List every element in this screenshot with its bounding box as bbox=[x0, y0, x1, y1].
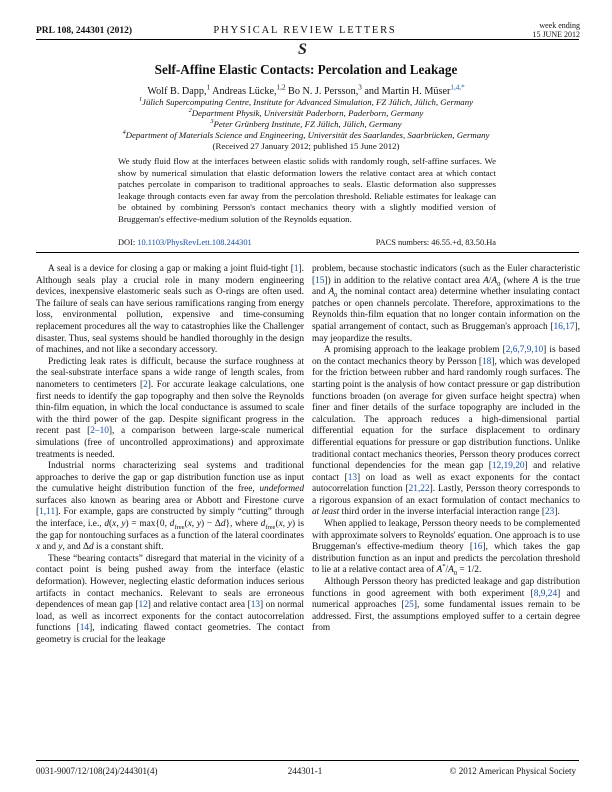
citation-link[interactable]: 14 bbox=[79, 623, 90, 634]
citation-link[interactable]: 15 bbox=[315, 275, 325, 286]
affiliation-sup: 3 bbox=[210, 119, 214, 126]
body-paragraph: problem, because stochastic indicators (such as the Euler characteristic [15]) in addition to the relative contact area $A/A_0$ (where A is the true and $A_0$ the nominal contact area) determine whether insulating contact patches or open channels percolate. Therefore, approximations to the Reynolds thin-film equation that no longer contain information on the spatial arrangement of contact, such as Bruggeman's approach [16,17], may jeopardize the results. bbox=[312, 264, 581, 344]
citation-link[interactable]: 2,6,7,9,10 bbox=[505, 345, 544, 356]
received-date: (Received 27 January 2012; published 15 June 2012) bbox=[212, 141, 400, 151]
affiliation bbox=[36, 130, 576, 141]
author-affil-sup: 1,2 bbox=[276, 83, 286, 92]
body-right-column bbox=[312, 264, 580, 635]
citation-link[interactable]: 13 bbox=[347, 472, 358, 483]
body-paragraph: Predicting leak rates is difficult, because the surface roughness at the seal-substrate interface spans a wide range of length scales, from nanometers to centimeters [2]. For accurate leakage calculations, one first needs to identify the gap topography and then solve the Reynolds thin-film equation, in which the local conductance is assumed to scale with the third power of the gap. Despite significant progress in the recent past [2–10], a comparison between large-scale numerical simulations (free of uncontrolled approximations) and approximate treatments is needed. bbox=[36, 356, 304, 460]
affiliation-text: Jülich Supercomputing Centre, Institute for Advanced Simulation, FZ Jülich, Jülich, Germany bbox=[142, 97, 474, 107]
affiliation bbox=[36, 119, 576, 130]
paper-title: Self-Affine Elastic Contacts: Percolation and Leakage bbox=[154, 62, 458, 77]
citation-link[interactable]: 2–10 bbox=[90, 426, 109, 437]
affiliation-sup: 4 bbox=[122, 130, 126, 137]
affiliation-text: Department Physik, Universität Paderborn, Paderborn, Germany bbox=[191, 108, 424, 118]
citation-link[interactable]: 12 bbox=[138, 600, 148, 611]
affiliation-sup: 2 bbox=[188, 108, 192, 115]
body-paragraph: A promising approach to the leakage problem [2,6,7,9,10] is based on the contact mechanics theory by Persson [18], which was developed for the friction between rubber and hard randomly rough surfaces. The starting point is the analysis of how contact pressure or gap distribution functions broaden (on average for given surface height spectra) when finer and finer details of the surface topography are included in the calculation. The approach reduces a high-dimensional partial differential equation for the surface displacement to ordinary differential equations for pressure or gap distribution functions. Unlike traditional contact mechanics theories, Persson theory produces correct functional dependencies for the mean gap [12,19,20] and relative contact [13] on load as well as exact exponents for the contact autocorrelation function [21,22]. Lastly, Persson theory corresponds to a rigorous expansion of an exact formulation of contact mechanics to at least third order in the inverse interfacial interaction range [23]. bbox=[312, 345, 581, 518]
author-list bbox=[36, 83, 576, 97]
footer-page-number: 244301-1 bbox=[287, 766, 323, 776]
citation-link[interactable]: 1,11 bbox=[39, 507, 56, 518]
body-paragraph: Industrial norms characterizing seal systems and traditional approaches to derive the gap or gap distribution function use as input the cumulative height distribution function of the free, undeformed surfaces also known as bearing area or Abbott and Firestone curve [1,11]. For example, gaps are constructed by simply “cutting” through the interface, i.e., d(x, y) = max{0, $d_{free}(x$, y) − Δd}, where $d_{free}(x$, y) is the gap for nontouching surfaces as a function of the lateral coordinates x and y, and Δd is a constant shift. bbox=[36, 461, 305, 553]
citation-link[interactable]: 16 bbox=[473, 542, 483, 553]
footer-copyright: © 2012 American Physical Society bbox=[449, 766, 576, 776]
citation-link[interactable]: 21,22 bbox=[408, 484, 430, 495]
citation-link[interactable]: 16,17 bbox=[553, 321, 575, 332]
week-ending-date: 15 JUNE 2012 bbox=[532, 30, 580, 39]
citation-link[interactable]: 18 bbox=[481, 356, 492, 367]
citation-link[interactable]: 2 bbox=[143, 379, 148, 390]
author-affil-sup: 1,4,* bbox=[450, 83, 465, 92]
footer-issn: 0031-9007/12/108(24)/244301(4) bbox=[36, 766, 158, 776]
affiliation-sup: 1 bbox=[138, 97, 143, 104]
affiliation-text: Department of Materials Science and Engineering, Universität des Saarlandes, Saarbrücken, Germany bbox=[125, 130, 490, 140]
journal-name: PHYSICAL REVIEW LETTERS bbox=[213, 25, 397, 36]
footer-rule bbox=[36, 760, 579, 761]
citation-link[interactable]: 25 bbox=[404, 600, 414, 611]
doi bbox=[118, 238, 252, 247]
citation-link[interactable]: 12,19,20 bbox=[491, 461, 525, 472]
author-name: Wolf B. Dapp, bbox=[147, 86, 207, 97]
citation-link[interactable]: 1 bbox=[293, 264, 299, 274]
doi-link[interactable]: 10.1103/PhysRevLett.108.244301 bbox=[137, 238, 252, 247]
citation-link[interactable]: 23 bbox=[545, 507, 555, 518]
week-ending-label: week ending bbox=[539, 21, 580, 30]
citation-link[interactable]: 8,9,24 bbox=[533, 588, 558, 599]
affiliation bbox=[36, 108, 576, 119]
journal-ref: PRL 108, 244301 (2012) bbox=[36, 26, 133, 36]
header-rule bbox=[36, 39, 579, 40]
abstract-rule bbox=[36, 252, 579, 253]
author-name: Andreas Lücke, bbox=[210, 86, 277, 97]
citation-link[interactable]: 13 bbox=[250, 600, 261, 611]
affiliation bbox=[36, 97, 576, 108]
author-affil-sup: 1 bbox=[206, 83, 211, 92]
body-paragraph: When applied to leakage, Persson theory needs to be complemented with approximate solvers to Reynolds' equation. One approach is to use Bruggeman's effective-medium theory [16], which takes the gap distribution function as an input and predicts the percolation threshold to lie at a relative contact area of $A^*/A_0 = 1/2$. bbox=[312, 519, 580, 578]
author-affil-sup: 3 bbox=[358, 83, 362, 92]
week-ending bbox=[532, 21, 580, 39]
body-paragraph: A seal is a device for closing a gap or making a joint fluid-tight [1]. Although seals play a crucial role in many modern engineering devices, inexpensive elastomeric seals such as O-rings are often used. The failure of seals can have serious ramifications ranging from energy loss, environmental pollution, expensive and time-consuming replacement procedures all the way to catastrophies like the Challenger disaster. Thus, seal systems should be handled thoroughly in the design of machines, and not like a secondary accessory. bbox=[36, 264, 304, 356]
body-paragraph: Although Persson theory has predicted leakage and gap distribution functions in good agreement with both experiment [8,9,24] and numerical approaches [25], some fundamental issues remain to be addressed. First, the assumptions employed suffer to a certain degree from bbox=[312, 577, 580, 634]
abstract: We study fluid flow at the interfaces between elastic solids with randomly rough, self-affine surfaces. We show by numerical simulation that elastic deformation lowers the relative contact area at which contact patches percolate in comparison to traditional approaches to seals. Elastic deformation also suppresses leakage through contacts even far away from the percolation threshold. Reliable estimates for leakage can be obtained by combining Persson's contact mechanics theory with a slightly modified version of Bruggeman's effective-medium solution of the Reynolds equation. bbox=[118, 156, 496, 224]
body-paragraph: These “bearing contacts” disregard that material in the vicinity of a contact point is being pushed away from the interface (elastic deformation). However, neglecting elastic deformation induces serious artifacts in contact mechanics. Relevant to seals are erroneous dependences of mean gap [12] and relative contact area [13] on normal load, as well as incorrect exponents for the contact autocorrelation functions [14], indicating flawed contact geometries. The contact geometry is crucial for the leakage bbox=[36, 553, 305, 645]
body-left-column bbox=[36, 264, 304, 647]
author-name: Bo N. J. Persson, bbox=[285, 86, 359, 97]
affiliation-text: Peter Grünberg Institute, FZ Jülich, Jülich, Germany bbox=[213, 119, 402, 129]
pacs-numbers: PACS numbers: 46.55.+d, 83.50.Ha bbox=[375, 238, 496, 247]
journal-logo-icon: S bbox=[298, 41, 307, 58]
author-name: and Martin H. Müser bbox=[361, 86, 451, 97]
doi-label: DOI: bbox=[118, 238, 136, 247]
